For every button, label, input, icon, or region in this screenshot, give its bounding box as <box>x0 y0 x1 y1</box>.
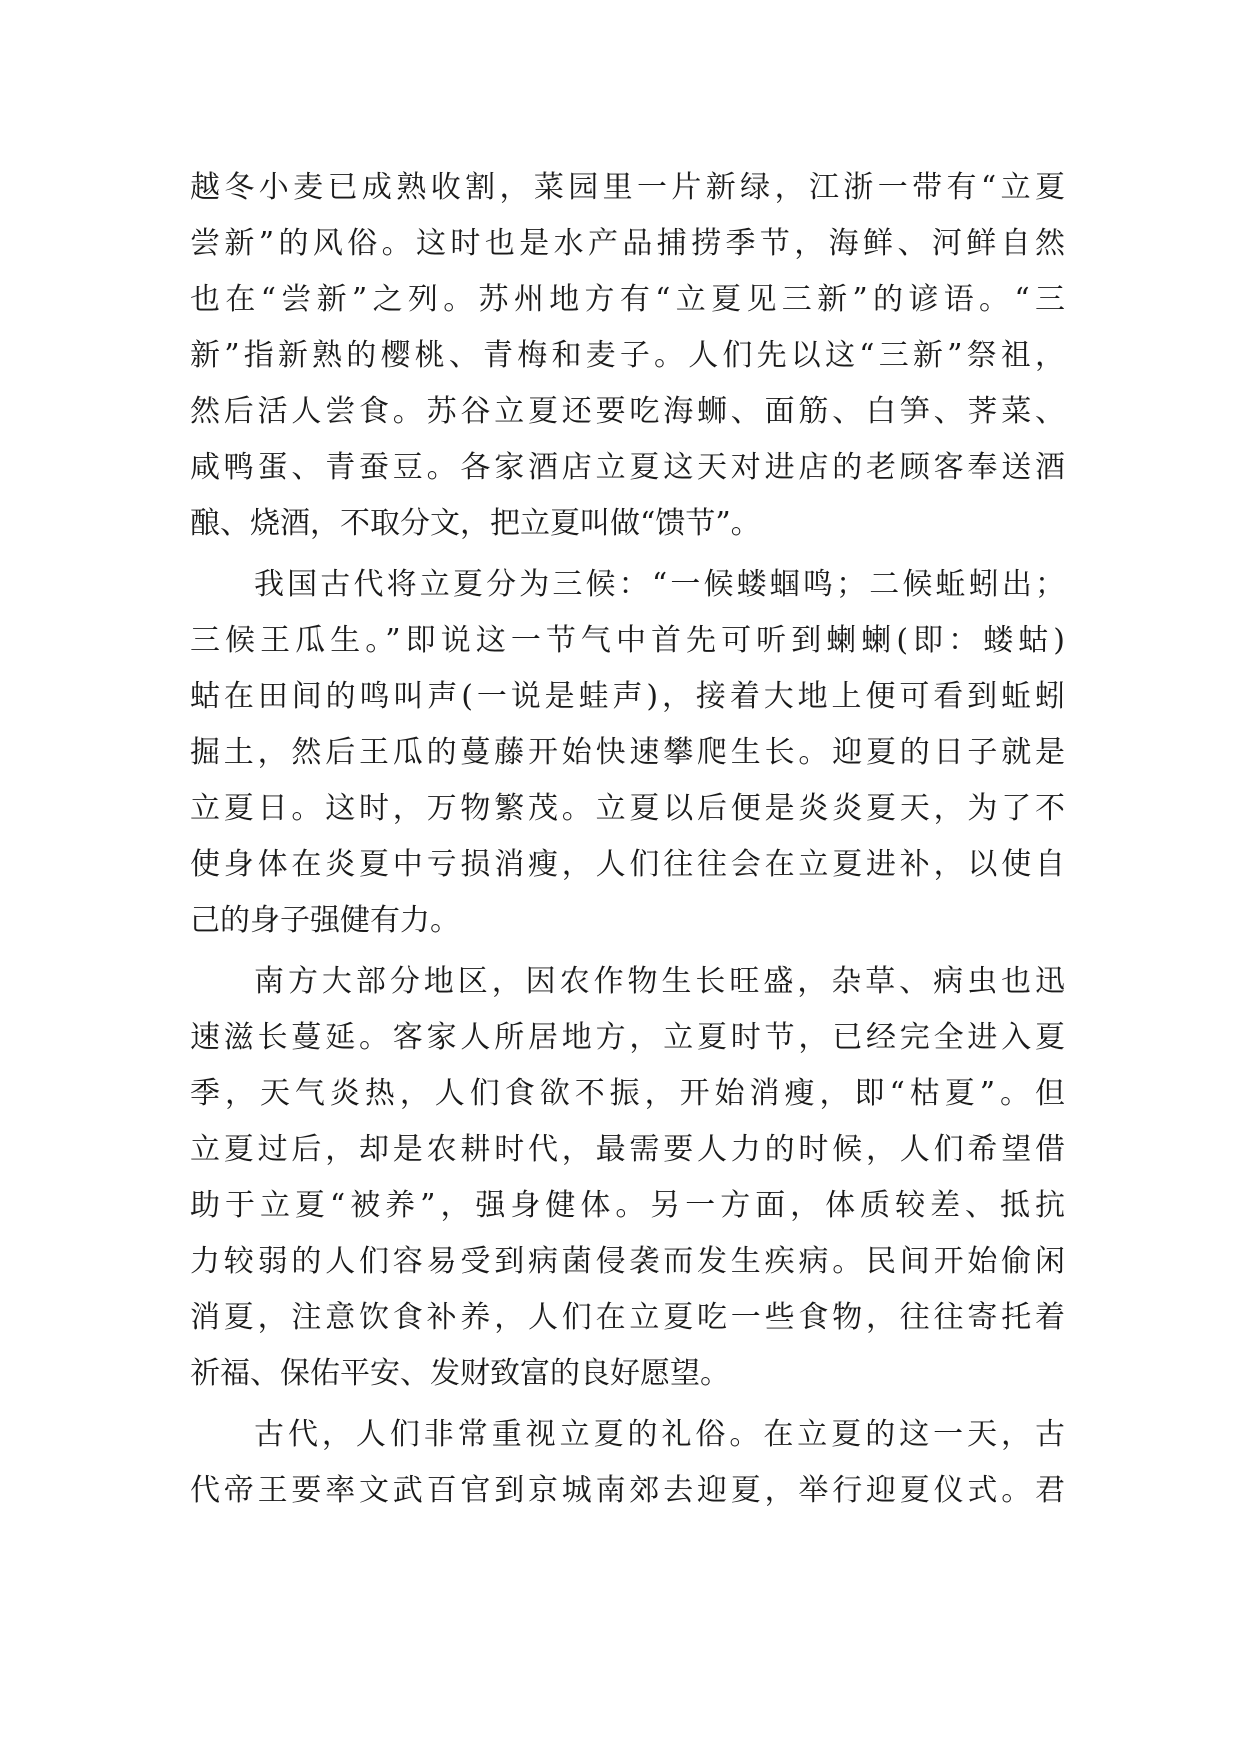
text-line: 季，天气炎热，人们食欲不振，开始消瘦，即“枯夏”。但 <box>190 1076 1065 1111</box>
paragraph-2 <box>190 557 1065 949</box>
text-line: 消夏，注意饮食补养，人们在立夏吃一些食物，往往寄托着 <box>190 1300 1065 1335</box>
text-line: 南方大部分地区，因农作物生长旺盛，杂草、病虫也迅 <box>254 964 1065 999</box>
text-line: 己的身子强健有力。 <box>190 903 460 938</box>
text-line: 新”指新熟的樱桃、青梅和麦子。人们先以这“三新”祭祖， <box>190 338 1065 373</box>
text-line: 古代，人们非常重视立夏的礼俗。在立夏的这一天，古 <box>254 1417 1065 1452</box>
text-line: 立夏日。这时，万物繁茂。立夏以后便是炎炎夏天，为了不 <box>190 791 1065 826</box>
text-line: 祈福、保佑平安、发财致富的良好愿望。 <box>190 1356 730 1391</box>
text-line: 蛄在田间的鸣叫声(一说是蛙声)，接着大地上便可看到蚯蚓 <box>190 679 1065 714</box>
text-line: 代帝王要率文武百官到京城南郊去迎夏，举行迎夏仪式。君 <box>190 1473 1065 1508</box>
text-line: 也在“尝新”之列。苏州地方有“立夏见三新”的谚语。“三 <box>190 282 1065 317</box>
text-line: 速滋长蔓延。客家人所居地方，立夏时节，已经完全进入夏 <box>190 1020 1065 1055</box>
text-line: 咸鸭蛋、青蚕豆。各家酒店立夏这天对进店的老顾客奉送酒 <box>190 450 1065 485</box>
document-body <box>190 160 1065 1524</box>
paragraph-1 <box>190 160 1065 552</box>
text-line: 我国古代将立夏分为三候：“一候蝼蝈鸣；二候蚯蚓出； <box>254 567 1065 602</box>
text-line: 尝新”的风俗。这时也是水产品捕捞季节，海鲜、河鲜自然 <box>190 226 1065 261</box>
text-line: 掘土，然后王瓜的蔓藤开始快速攀爬生长。迎夏的日子就是 <box>190 735 1065 770</box>
text-line: 力较弱的人们容易受到病菌侵袭而发生疾病。民间开始偷闲 <box>190 1244 1065 1279</box>
text-line: 使身体在炎夏中亏损消瘦，人们往往会在立夏进补，以使自 <box>190 847 1065 882</box>
text-line: 越冬小麦已成熟收割，菜园里一片新绿，江浙一带有“立夏 <box>190 170 1065 205</box>
text-line: 立夏过后，却是农耕时代，最需要人力的时候，人们希望借 <box>190 1132 1065 1167</box>
text-line: 三候王瓜生。”即说这一节气中首先可听到蝲蝲(即：蝼蛄) <box>190 623 1065 658</box>
text-line: 助于立夏“被养”，强身健体。另一方面，体质较差、抵抗 <box>190 1188 1065 1223</box>
text-line: 然后活人尝食。苏谷立夏还要吃海蛳、面筋、白笋、荠菜、 <box>190 394 1065 429</box>
text-line: 酿、烧酒，不取分文，把立夏叫做“馈节”。 <box>190 506 761 541</box>
paragraph-3 <box>190 954 1065 1402</box>
paragraph-4 <box>190 1407 1065 1519</box>
